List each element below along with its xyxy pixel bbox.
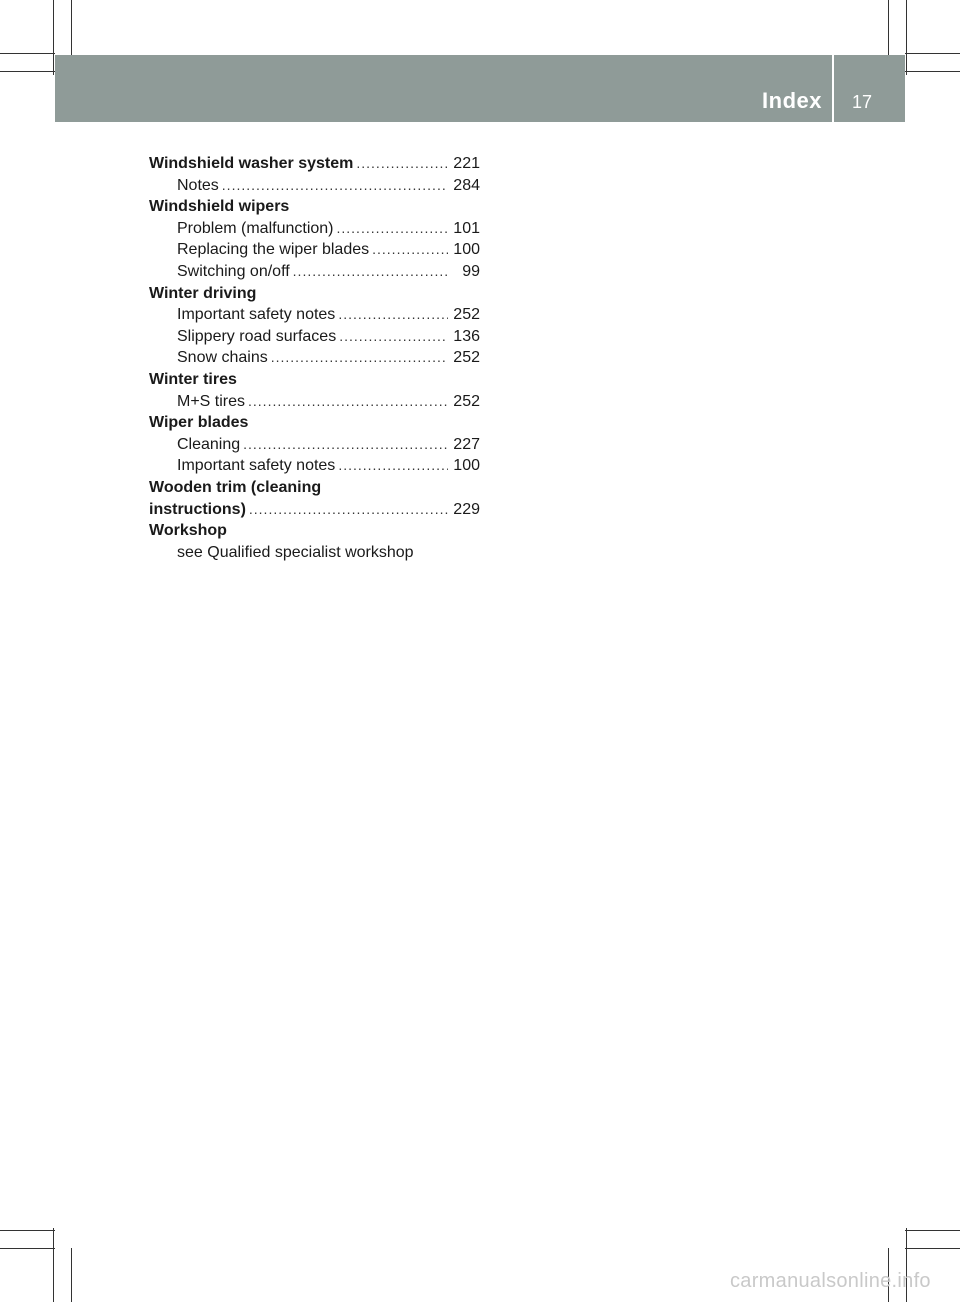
entry-page-number: 136: [453, 327, 480, 345]
index-entry-sub: [149, 326, 480, 348]
index-entry-sub: [149, 175, 480, 197]
crop-mark: [905, 71, 960, 72]
entry-page-number: 227: [453, 435, 480, 453]
dot-leader: [243, 434, 448, 456]
entry-text: Winter driving: [149, 284, 257, 302]
index-entry-sub: [149, 542, 480, 564]
index-entry-sub: [149, 391, 480, 413]
entry-text: Wooden trim (cleaning: [149, 478, 322, 496]
entry-page-number: 100: [453, 241, 480, 259]
crop-mark: [905, 1248, 960, 1249]
entry-text: instructions): [149, 500, 246, 518]
index-entry-main: [149, 477, 480, 499]
header-separator: [832, 55, 834, 122]
entry-page-number: 99: [462, 262, 480, 280]
index-entry-sub: [149, 347, 480, 369]
entry-text: Wiper blades: [149, 414, 249, 432]
entry-page-number: 252: [453, 306, 480, 324]
entry-page-number: 252: [453, 349, 480, 367]
dot-leader: [293, 261, 448, 283]
index-entry-main: [149, 412, 480, 434]
entry-text: Workshop: [149, 522, 227, 540]
watermark: carmanualsonline.info: [730, 1270, 931, 1292]
index-entry-main: [149, 520, 480, 542]
crop-mark: [0, 1230, 55, 1231]
dot-leader: [339, 326, 448, 348]
section-title: Index: [762, 88, 822, 113]
crop-mark: [905, 53, 960, 54]
entry-text: Important safety notes: [177, 457, 336, 475]
dot-leader: [337, 218, 449, 240]
dot-leader: [249, 499, 448, 521]
dot-leader: [271, 347, 448, 369]
page-number: 17: [852, 92, 873, 112]
crop-mark: [53, 1228, 54, 1302]
entry-text: Snow chains: [177, 349, 268, 367]
index-entry-sub: [149, 455, 480, 477]
entry-text: Replacing the wiper blades: [177, 241, 370, 259]
crop-mark: [71, 1248, 72, 1302]
entry-page-number: 252: [453, 392, 480, 410]
index-entry-sub: [149, 261, 480, 283]
entry-text: Important safety notes: [177, 306, 336, 324]
index-entry-sub: [149, 434, 480, 456]
index-entry-sub: [149, 218, 480, 240]
dot-leader: [248, 391, 448, 413]
crop-mark: [906, 0, 907, 75]
entry-page-number: 100: [453, 457, 480, 475]
crop-mark: [0, 71, 55, 72]
crop-mark: [0, 1248, 55, 1249]
index-entry-main: [149, 153, 480, 175]
entry-text: Switching on/off: [177, 262, 290, 280]
index-entry-main: [149, 369, 480, 391]
index-entry-sub: [149, 304, 480, 326]
entry-text: Problem (malfunction): [177, 219, 334, 237]
index-entry-sub: [149, 239, 480, 261]
dot-leader: [372, 239, 448, 261]
entry-text: Cleaning: [177, 435, 241, 453]
entry-page-number: 284: [453, 176, 480, 194]
dot-leader: [222, 175, 448, 197]
index-entry-main: [149, 196, 480, 218]
index-entry-main: [149, 283, 480, 305]
entry-text: Windshield wipers: [149, 198, 290, 216]
crop-mark: [905, 1230, 960, 1231]
index-list: [149, 153, 480, 563]
entry-text: Notes: [177, 176, 219, 194]
dot-leader: [338, 455, 448, 477]
crop-mark: [0, 53, 55, 54]
crop-mark: [71, 0, 72, 55]
dot-leader: [356, 153, 448, 175]
entry-text: M+S tires: [177, 392, 246, 410]
entry-text: Slippery road surfaces: [177, 327, 337, 345]
entry-page-number: 221: [453, 155, 480, 172]
entry-text: Winter tires: [149, 370, 237, 388]
entry-text: Windshield washer system: [149, 155, 354, 172]
entry-text: see Qualified specialist workshop: [177, 543, 414, 561]
dot-leader: [338, 304, 448, 326]
index-entry-main: [149, 499, 480, 521]
crop-mark: [888, 0, 889, 55]
crop-mark: [53, 0, 54, 75]
entry-page-number: 101: [453, 219, 480, 237]
entry-page-number: 229: [453, 500, 480, 518]
